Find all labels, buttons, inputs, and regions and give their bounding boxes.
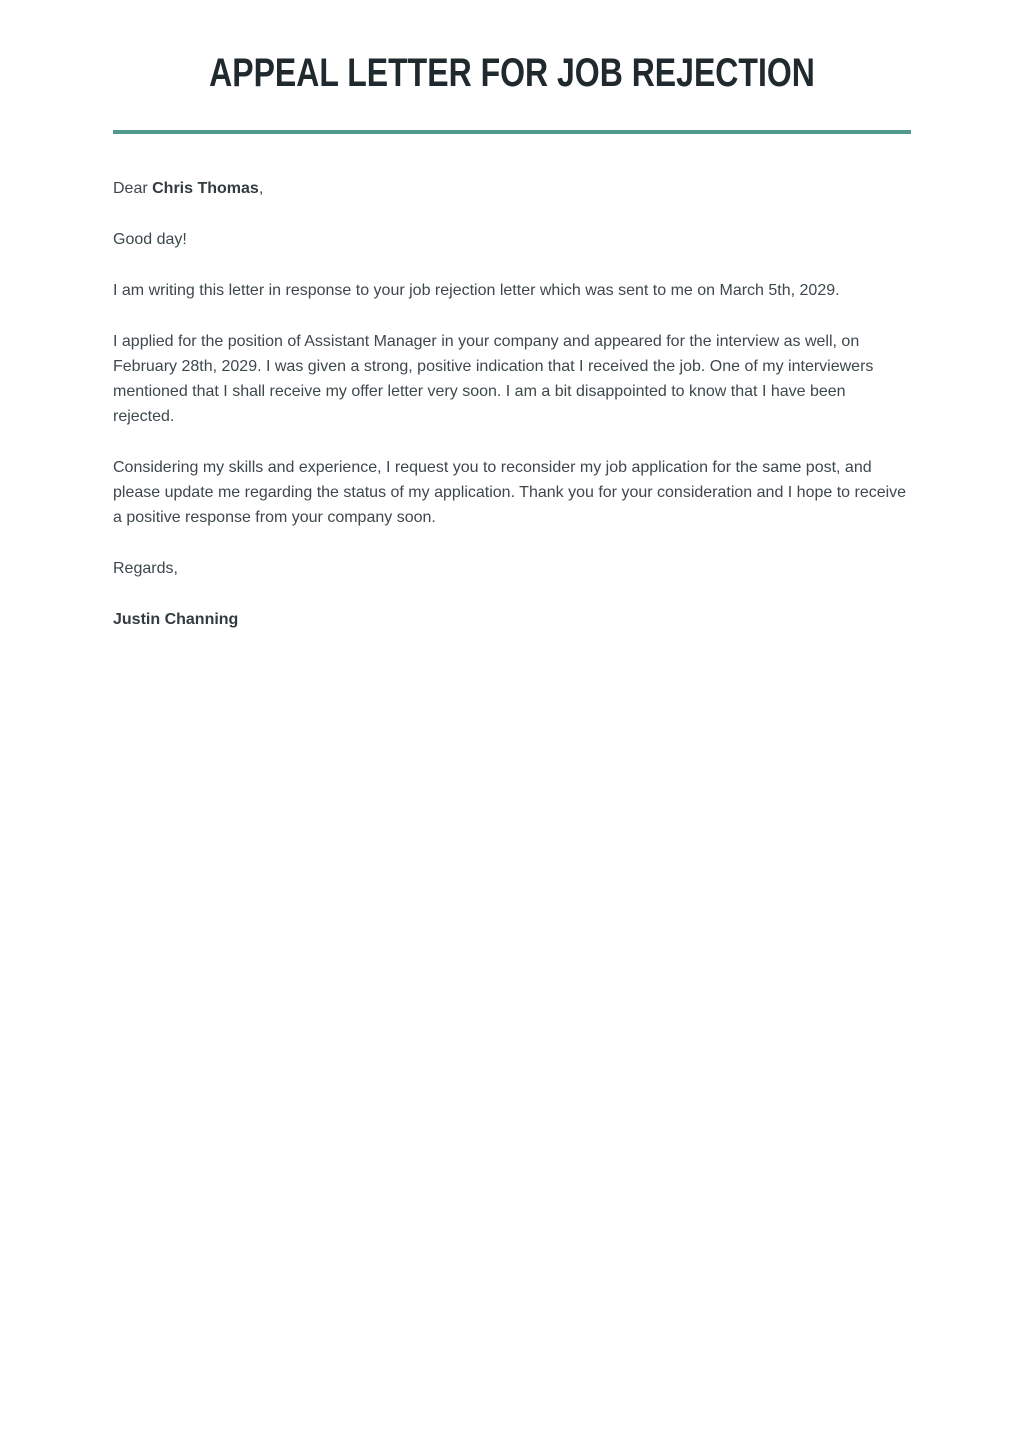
closing-line: Regards,: [113, 560, 178, 577]
paragraph: I applied for the position of Assistant Manager in your company and appeared for the interview as well, on February 28th, 2029. I was given a strong, positive indication that I received the job. One of my interviewers mentioned that I shall receive my offer letter very soon. I am a bit disappointed to know that I have been rejected.: [113, 333, 874, 425]
salutation-prefix: Dear: [113, 180, 153, 197]
paragraph: Considering my skills and experience, I request you to reconsider my job application for the same post, and please update me regarding the status of my application. Thank you for your consideration and I hope to receive a positive response from your company soon.: [113, 459, 907, 526]
letter-body: [113, 176, 911, 632]
salutation-line: [113, 176, 911, 201]
recipient-name: Chris Thomas: [152, 180, 259, 197]
page-title: APPEAL LETTER FOR JOB REJECTION: [209, 51, 815, 95]
paragraph: I am writing this letter in response to your job rejection letter which was sent to me on March 5th, 2029.: [113, 282, 840, 299]
salutation-suffix: ,: [258, 180, 264, 197]
signature: Justin Channing: [113, 611, 239, 628]
title-divider: [113, 130, 911, 134]
greeting-line: Good day!: [113, 231, 187, 248]
